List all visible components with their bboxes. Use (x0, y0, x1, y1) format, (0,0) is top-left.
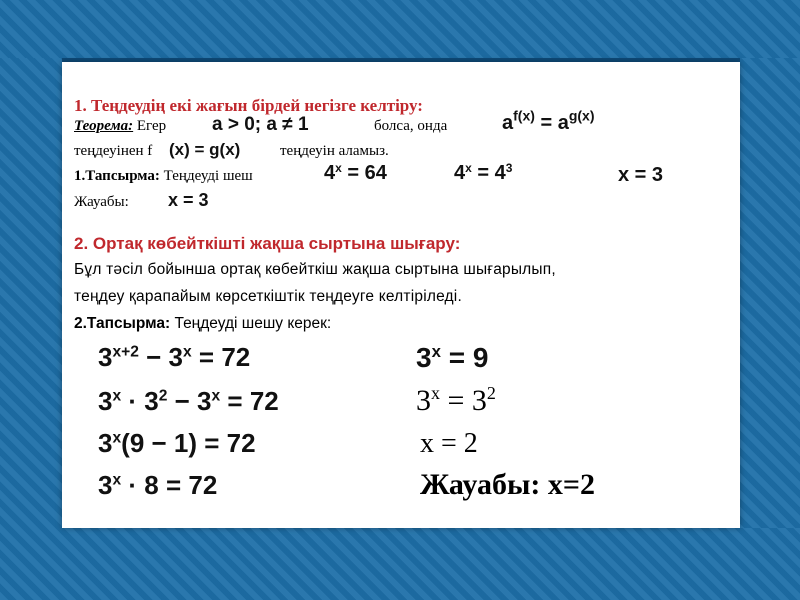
result-step-3: x = 2 (420, 428, 478, 459)
top-border (0, 0, 800, 58)
right-border (740, 58, 800, 600)
equation-step-4: $3^x \cdot 8 = 72$ (98, 470, 218, 500)
section1-heading: 1. Теңдеудің екі жағын бірдей негізге келтіру: (74, 96, 423, 115)
answer1-label: Жауабы: (74, 194, 129, 210)
equation-step-3: $3^x(9 - 1) = 72$ (98, 428, 256, 458)
task1-equation: $4^x = 64$ (324, 160, 387, 184)
left-border (0, 58, 62, 600)
final-answer: Жауабы: x=2 (420, 468, 596, 501)
line2-start: теңдеуінен f (74, 143, 153, 159)
theorem-line (74, 118, 166, 135)
task2-label: 2.Тапсырма: (74, 315, 171, 332)
task1-line (74, 168, 253, 185)
task1-result: x = 3 (618, 164, 664, 186)
equation-step-1: $3^{x+2} - 3^x = 72$ (98, 342, 251, 372)
task2-text: Теңдеуді шешу керек: (174, 315, 332, 332)
result-step-2: $3^x = 3^2$ (416, 383, 496, 417)
theorem-then: болса, онда (374, 118, 448, 134)
task1-label: 1.Тапсырма: (74, 168, 160, 184)
theorem-equation: $a^{f(x)} = a^{g(x)}$ (502, 107, 595, 134)
theorem-label: Теорема: (74, 118, 134, 134)
section2-line1: Бұл тәсіл бойынша ортақ көбейткіш жақша сыртына шығарылып, (74, 261, 556, 278)
task1-text: Теңдеуді шеш (163, 168, 253, 184)
theorem-if: Егер (136, 118, 167, 134)
line2-end: теңдеуін аламыз. (280, 143, 389, 159)
task2-line (74, 315, 331, 333)
theorem-condition: a > 0; a ≠ 1 (212, 114, 309, 135)
section2-line2: теңдеу қарапайым көрсеткіштік теңдеуге келтіріледі. (74, 288, 462, 305)
slide-content (62, 62, 740, 528)
equation-step-2: $3^x \cdot 3^2 - 3^x = 72$ (98, 386, 279, 416)
line2-equation: (x) = g(x) (169, 140, 241, 159)
bottom-border (0, 528, 800, 600)
task1-step: $4^x = 4^3$ (454, 160, 513, 184)
result-step-1: $3^x = 9$ (416, 341, 489, 373)
answer1-value: x = 3 (168, 190, 209, 210)
section2-heading: 2. Ортақ көбейткішті жақша сыртына шығару: (74, 234, 461, 253)
